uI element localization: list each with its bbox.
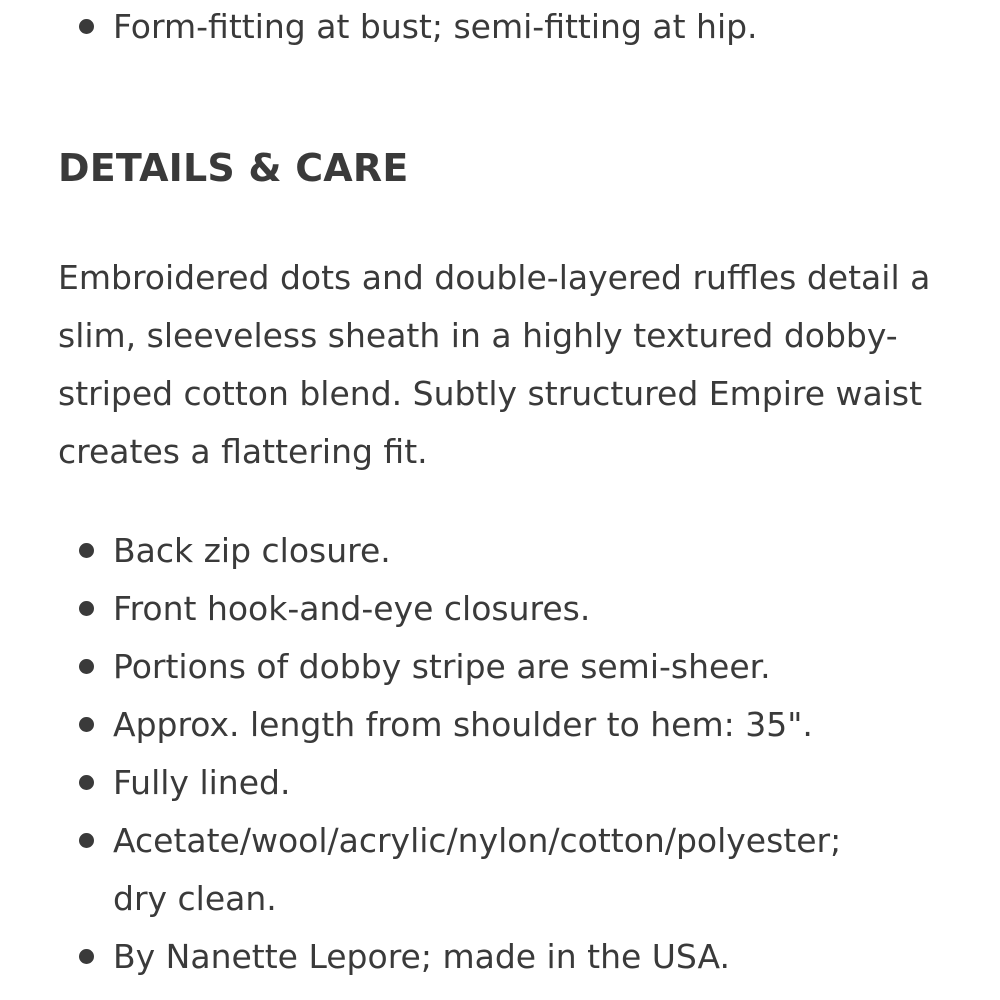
list-item-text: Form-fitting at bust; semi-fitting at hip. [113,7,758,46]
list-item [0,522,840,580]
bullet-icon [79,659,94,674]
list-item [0,0,840,56]
list-item-text: Front hook-and-eye closures. [113,589,591,628]
list-item-text: Acetate/wool/acrylic/nylon/cotton/polyester; dry clean. [113,821,842,918]
details-list [0,522,840,986]
bullet-icon [79,833,94,848]
bullet-icon [79,717,94,732]
list-item [0,928,840,986]
bullet-icon [79,601,94,616]
list-item [0,812,840,928]
section-heading: DETAILS & CARE [58,146,409,190]
list-item-text: By Nanette Lepore; made in the USA. [113,937,730,976]
product-description: Embroidered dots and double-layered ruffles detail a slim, sleeveless sheath in a highly textured dobby-striped cotton blend. Subtly structured Empire waist creates a flattering fit. [58,258,931,471]
bullet-icon [79,543,94,558]
bullet-icon [79,949,94,964]
list-item-text: Back zip closure. [113,531,391,570]
bullet-icon [79,775,94,790]
list-item [0,638,840,696]
fit-list [0,0,840,56]
list-item [0,696,840,754]
list-item-text: Approx. length from shoulder to hem: 35". [113,705,813,744]
list-item-text: Fully lined. [113,763,291,802]
list-item [0,754,840,812]
list-item-text: Portions of dobby stripe are semi-sheer. [113,647,771,686]
bullet-icon [79,19,94,34]
list-item [0,580,840,638]
